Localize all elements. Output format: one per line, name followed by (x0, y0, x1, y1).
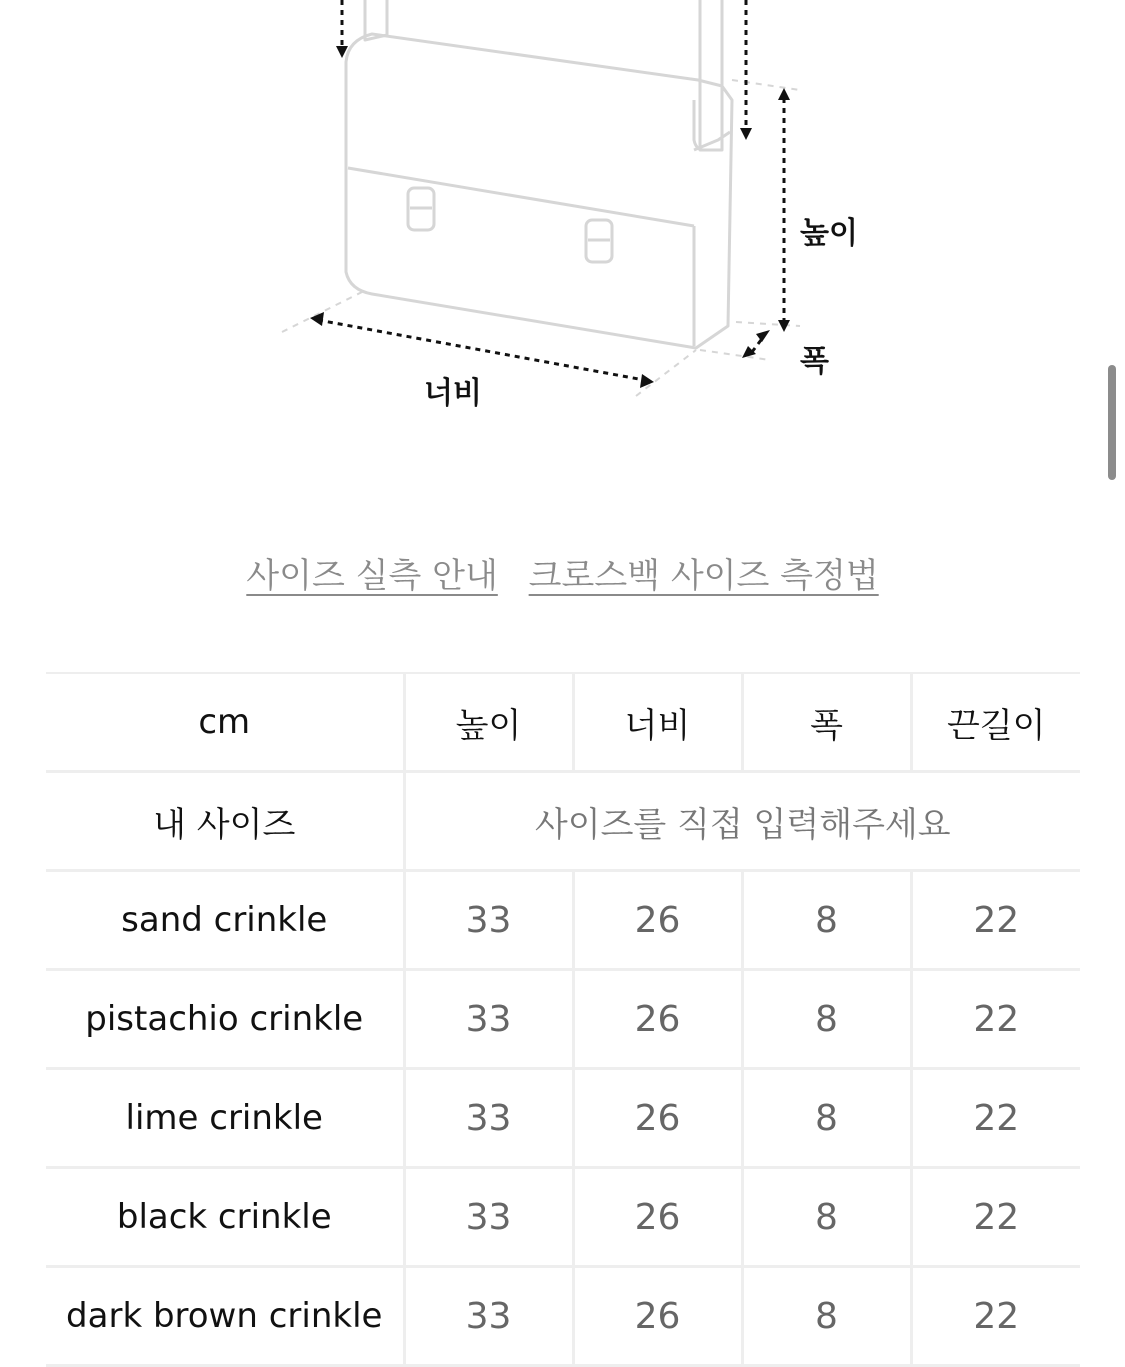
cell-height: 33 (404, 1069, 573, 1168)
cell-height: 33 (404, 871, 573, 970)
cell-depth: 8 (742, 1069, 911, 1168)
header-unit: cm (46, 673, 404, 772)
header-strap-length: 끈길이 (911, 673, 1080, 772)
cell-depth: 8 (742, 1168, 911, 1267)
table-row (46, 970, 1080, 1069)
row-name: lime crinkle (46, 1069, 404, 1168)
vertical-scrollbar-thumb[interactable] (1108, 365, 1116, 480)
cell-width: 26 (573, 1069, 742, 1168)
cell-strap-length: 22 (911, 1168, 1080, 1267)
bag-body-outline (346, 34, 732, 348)
depth-dimension-label: 폭 (800, 344, 829, 379)
cell-strap-length: 22 (911, 871, 1080, 970)
size-guide-links (0, 548, 1125, 597)
table-row (46, 1069, 1080, 1168)
my-size-row (46, 772, 1080, 871)
row-name: pistachio crinkle (46, 970, 404, 1069)
bag-size-diagram (0, 0, 1125, 500)
cell-depth: 8 (742, 1267, 911, 1366)
size-table (46, 672, 1080, 1367)
my-size-label: 내 사이즈 (46, 772, 404, 871)
table-header-row (46, 673, 1080, 772)
row-name: sand crinkle (46, 871, 404, 970)
cell-width: 26 (573, 970, 742, 1069)
table-row (46, 1168, 1080, 1267)
row-name: dark brown crinkle (46, 1267, 404, 1366)
table-row (46, 871, 1080, 970)
cell-width: 26 (573, 871, 742, 970)
header-height: 높이 (404, 673, 573, 772)
cell-strap-length: 22 (911, 1069, 1080, 1168)
cell-width: 26 (573, 1168, 742, 1267)
cell-depth: 8 (742, 970, 911, 1069)
cell-height: 33 (404, 1168, 573, 1267)
cell-width: 26 (573, 1267, 742, 1366)
strap-right (700, 0, 722, 150)
my-size-input-prompt[interactable]: 사이즈를 직접 입력해주세요 (404, 772, 1080, 871)
header-depth: 폭 (742, 673, 911, 772)
crossbag-measure-link[interactable]: 크로스백 사이즈 측정법 (528, 556, 879, 596)
cell-strap-length: 22 (911, 1267, 1080, 1366)
crossbody-bag-illustration (0, 0, 1125, 500)
height-dimension-label: 높이 (800, 216, 858, 251)
row-name: black crinkle (46, 1168, 404, 1267)
header-width: 너비 (573, 673, 742, 772)
cell-depth: 8 (742, 871, 911, 970)
cell-strap-length: 22 (911, 970, 1080, 1069)
cell-height: 33 (404, 970, 573, 1069)
size-guide-link[interactable]: 사이즈 실측 안내 (246, 556, 498, 596)
cell-height: 33 (404, 1267, 573, 1366)
bag-flap-line (348, 168, 694, 226)
width-dimension-label: 너비 (424, 376, 482, 411)
